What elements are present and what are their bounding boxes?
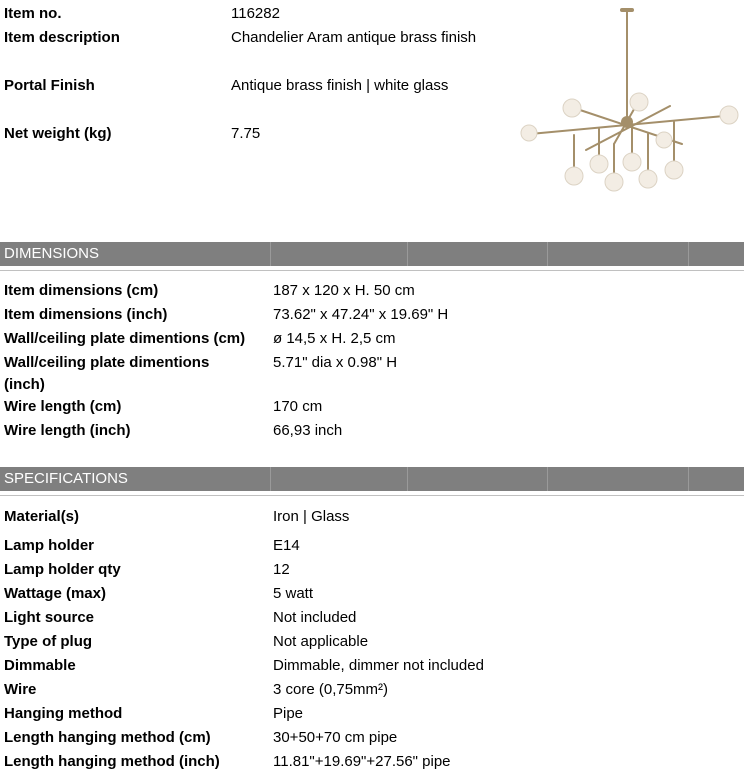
specification-value: Not included <box>273 609 357 626</box>
specifications-header <box>0 467 744 491</box>
specification-label: Type of plug <box>4 633 93 650</box>
specification-label: Length hanging method (cm) <box>4 729 211 746</box>
specification-label: Wattage (max) <box>4 585 106 602</box>
specification-label: Material(s) <box>4 508 80 525</box>
grid-line <box>547 242 548 266</box>
grid-line <box>407 467 408 491</box>
dimension-label: Item dimensions (cm) <box>4 282 159 299</box>
grid-line <box>270 242 271 266</box>
grid-line <box>270 467 271 491</box>
grid-line <box>688 242 689 266</box>
specification-value: E14 <box>273 537 300 554</box>
specification-value: Dimmable, dimmer not included <box>273 657 484 674</box>
specification-value: 3 core (0,75mm²) <box>273 681 389 698</box>
dimensions-header <box>0 242 744 266</box>
specification-label: Dimmable <box>4 657 76 674</box>
specification-label: Length hanging method (inch) <box>4 753 220 770</box>
specification-label: Lamp holder qty <box>4 561 121 578</box>
dimension-label: Wall/ceiling plate dimentions (cm) <box>4 330 246 347</box>
net-weight-label: Net weight (kg) <box>4 125 112 142</box>
dimension-label: Wall/ceiling plate dimentions <box>4 354 210 371</box>
dimension-value: 187 x 120 x H. 50 cm <box>273 282 415 299</box>
specification-label: Light source <box>4 609 95 626</box>
item-no-value: 116282 <box>231 5 280 22</box>
dimension-label: Wire length (inch) <box>4 422 131 439</box>
portal-finish-label: Portal Finish <box>4 77 95 94</box>
specification-value: 11.81"+19.69"+27.56" pipe <box>273 753 451 770</box>
item-no-label: Item no. <box>4 5 62 22</box>
divider <box>0 495 744 496</box>
specification-label: Lamp holder <box>4 537 95 554</box>
net-weight-value: 7.75 <box>231 125 261 142</box>
dimension-label-continued: (inch) <box>4 376 45 393</box>
item-description-value: Chandelier Aram antique brass finish <box>231 29 477 46</box>
specification-value: Iron | Glass <box>273 508 350 525</box>
specifications-title: SPECIFICATIONS <box>4 470 128 487</box>
item-description-label: Item description <box>4 29 120 46</box>
specification-label: Wire <box>4 681 37 698</box>
dimension-value: 66,93 inch <box>273 422 343 439</box>
specification-value: 30+50+70 cm pipe <box>273 729 398 746</box>
dimension-value: ø 14,5 x H. 2,5 cm <box>273 330 396 347</box>
grid-line <box>688 467 689 491</box>
dimension-label: Item dimensions (inch) <box>4 306 168 323</box>
grid-line <box>547 467 548 491</box>
specification-value: Pipe <box>273 705 304 722</box>
chandelier-product-image <box>514 4 744 194</box>
specification-value: 12 <box>273 561 290 578</box>
specification-value: Not applicable <box>273 633 369 650</box>
dimension-value: 5.71" dia x 0.98" H <box>273 354 398 371</box>
specification-label: Hanging method <box>4 705 123 722</box>
divider <box>0 270 744 271</box>
grid-line <box>407 242 408 266</box>
dimensions-title: DIMENSIONS <box>4 245 100 262</box>
dimension-value: 73.62" x 47.24" x 19.69" H <box>273 306 449 323</box>
dimension-label: Wire length (cm) <box>4 398 122 415</box>
dimension-value: 170 cm <box>273 398 323 415</box>
portal-finish-value: Antique brass finish | white glass <box>231 77 449 94</box>
specification-value: 5 watt <box>273 585 314 602</box>
